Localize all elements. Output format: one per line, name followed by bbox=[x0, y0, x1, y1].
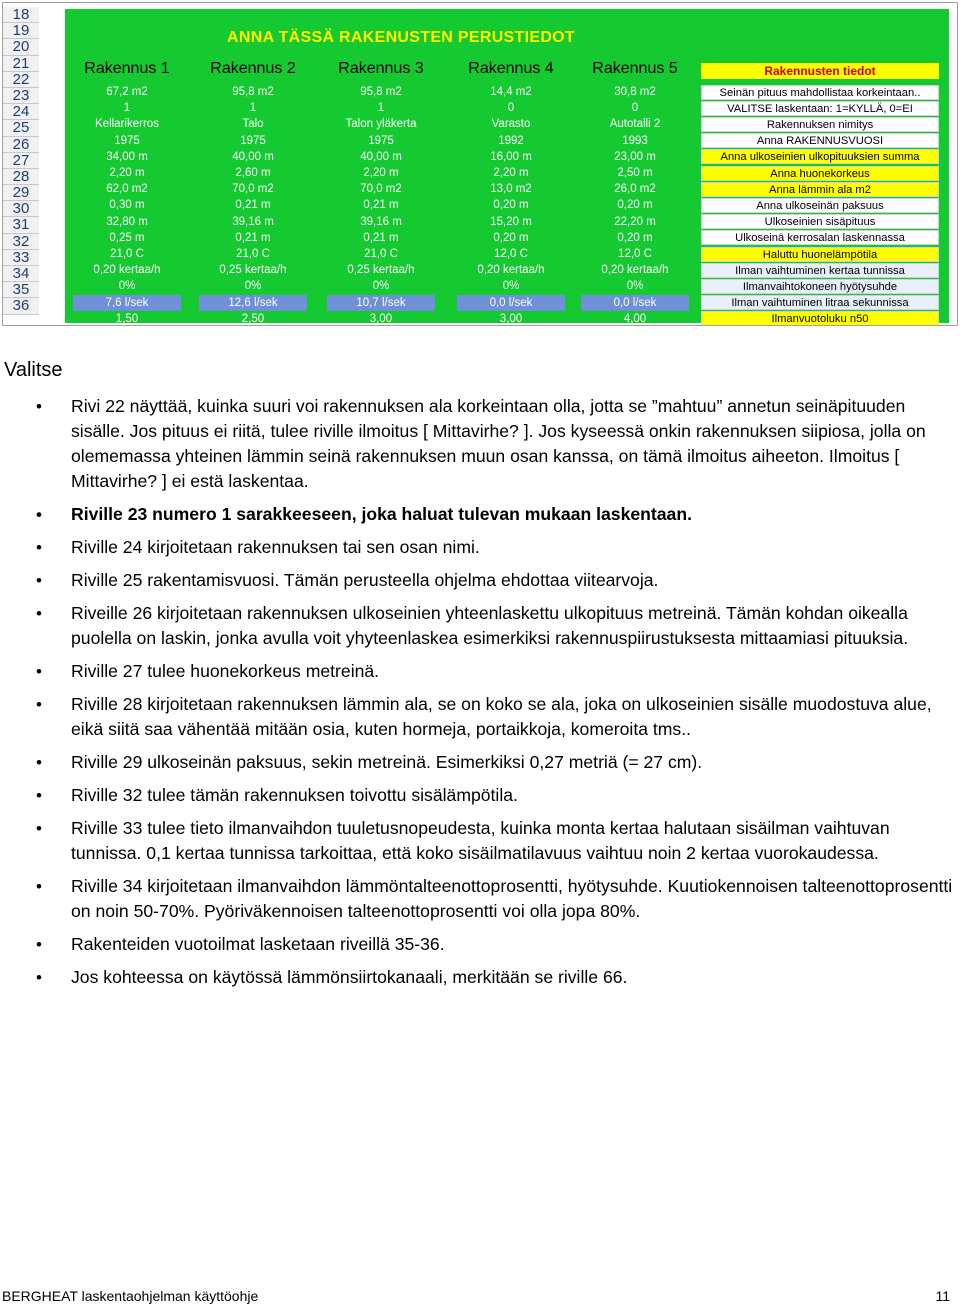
value-cell: 2,50 m bbox=[617, 167, 653, 179]
bullet-icon: • bbox=[36, 753, 42, 772]
list-item-text: Riville 33 tulee tieto ilmanvaihdon tuuletusnopeudesta, kuinka monta kertaa halutaan sisäilman vaihtuvan tunnissa. 0,1 kertaa tunnissa tarkoittaa, että koko sisäilmatilavuus vaihtuu noin 2 kertaa vuorokaudessa. bbox=[71, 818, 890, 863]
row-label: Anna huonekorkeus bbox=[701, 166, 939, 181]
page-number: 11 bbox=[935, 1288, 950, 1304]
list-item-text: Rivi 22 näyttää, kuinka suuri voi rakennuksen ala korkeintaan olla, jotta se ”mahtuu” annetun seinäpituuden sisälle. Jos pituus ei riitä, tulee riville ilmoitus [ Mittavirhe? ]. Jos kyseessä onkin rakennuksen siipiosa, jolla on olememassa yhteinen lämmin seinä rakennuksen muun osan kanssa, on tämä ilmoitus aiheeton. Ilmoitus [ Mittavirhe? ] ei estä laskentaa. bbox=[71, 396, 926, 491]
bullet-icon: • bbox=[36, 877, 42, 896]
list-item-text: Riville 34 kirjoitetaan ilmanvaihdon lämmöntalteenottoprosentti, hyötysuhde. Kuutiokennoisen talteenottoprosentti on noin 50-70%. Pyöriväkennoisen talteenottoprosentti voi olla jopa 80%. bbox=[71, 876, 953, 921]
value-cell: 0 bbox=[507, 102, 515, 115]
bullet-icon: • bbox=[36, 819, 42, 838]
value-cell: 2,50 bbox=[241, 312, 265, 325]
value-cell: 3,00 bbox=[499, 312, 523, 325]
value-cell: 95,8 m2 bbox=[232, 86, 274, 98]
value-cell: 26,0 m2 bbox=[614, 183, 656, 196]
row-number: 19 bbox=[3, 23, 39, 39]
building-header-2: Rakennus 2 bbox=[210, 60, 296, 77]
row-label: Ilmanvuotoluku n50 bbox=[701, 311, 939, 326]
bullet-icon: • bbox=[36, 571, 42, 590]
value-cell: 0% bbox=[118, 280, 136, 293]
value-cell: 1975 bbox=[114, 134, 140, 147]
footer-title: BERGHEAT laskentaohjelman käyttöohje bbox=[2, 1288, 259, 1304]
value-cell: Varasto bbox=[491, 118, 531, 131]
row-number: 27 bbox=[3, 153, 39, 169]
list-item-text: Riville 24 kirjoitetaan rakennuksen tai sen osan nimi. bbox=[71, 537, 480, 557]
list-item-text: Riville 28 kirjoitetaan rakennuksen lämmin ala, se on koko se ala, joka on ulkoseinien sisälle muodostuva alue, eikä siitä saa vähentää mitään osia, kuten hormeja, portaikkoja, komeroita tms.. bbox=[71, 694, 932, 739]
value-cell: 0% bbox=[502, 280, 520, 293]
value-cell: 13,0 m2 bbox=[490, 183, 532, 196]
bullet-icon: • bbox=[36, 935, 42, 954]
row-label: Rakennuksen nimitys bbox=[701, 117, 939, 132]
list-item-text: Riville 23 numero 1 sarakkeeseen, joka haluat tulevan mukaan laskentaan. bbox=[71, 504, 692, 524]
value-cell: 0,20 kertaa/h bbox=[93, 264, 161, 277]
list-item-text: Jos kohteessa on käytössä lämmönsiirtokanaali, merkitään se riville 66. bbox=[71, 967, 628, 987]
value-cell: 0,21 m bbox=[363, 231, 399, 244]
list-item-text: Riveille 26 kirjoitetaan rakennuksen ulkoseinien yhteenlaskettu ulkopituus metreinä. Tämän kohdan oikealla puolella on laskin, jonka avulla voit yhyteenlaskea esimerkiksi rakennuspiirustuksesta mittaamiasi pituuksia. bbox=[71, 603, 909, 648]
value-cell: 0,20 m bbox=[617, 199, 653, 212]
value-cell: 34,00 m bbox=[106, 150, 148, 163]
value-cell: 12,6 l/sek bbox=[199, 295, 307, 311]
bullet-icon: • bbox=[36, 968, 42, 987]
value-cell: 0,20 m bbox=[617, 231, 653, 244]
row-label: Anna ulkoseinän paksuus bbox=[701, 198, 939, 213]
sheet-title: ANNA TÄSSÄ RAKENUSTEN PERUSTIEDOT bbox=[227, 29, 575, 46]
value-cell: 1993 bbox=[622, 134, 648, 147]
list-item-text: Riville 27 tulee huonekorkeus metreinä. bbox=[71, 661, 380, 681]
list-item bbox=[0, 816, 960, 866]
row-number: 21 bbox=[3, 56, 39, 72]
value-cell: 70,0 m2 bbox=[232, 183, 274, 196]
row-header-column bbox=[3, 7, 39, 315]
list-item bbox=[0, 601, 960, 651]
value-cell: 0 bbox=[631, 102, 639, 115]
value-cell: 1 bbox=[249, 102, 257, 115]
list-item-text: Riville 29 ulkoseinän paksuus, sekin metreinä. Esimerkiksi 0,27 metriä (= 27 cm). bbox=[71, 752, 703, 772]
list-item bbox=[0, 535, 960, 560]
value-cell: Autotalli 2 bbox=[609, 118, 661, 131]
row-number: 30 bbox=[3, 201, 39, 217]
value-cell: 14,4 m2 bbox=[490, 86, 532, 98]
value-cell: 95,8 m2 bbox=[360, 86, 402, 98]
value-cell: 23,00 m bbox=[614, 150, 656, 163]
row-label: Ilmanvaihtokoneen hyötysuhde bbox=[701, 279, 939, 294]
value-cell: 30,8 m2 bbox=[614, 86, 656, 98]
value-cell: 21,0 C bbox=[236, 248, 270, 260]
spreadsheet-screenshot bbox=[2, 2, 958, 326]
list-item bbox=[0, 568, 960, 593]
row-label: Seinän pituus mahdollistaa korkeintaan.. bbox=[701, 85, 939, 100]
value-cell: 0,20 m bbox=[493, 199, 529, 212]
row-number: 29 bbox=[3, 185, 39, 201]
value-cell: 39,16 m bbox=[360, 215, 402, 228]
value-cell: 21,0 C bbox=[364, 248, 398, 260]
bullet-icon: • bbox=[36, 662, 42, 681]
list-item bbox=[0, 874, 960, 924]
value-cell: 2,20 m bbox=[109, 167, 145, 179]
row-number: 26 bbox=[3, 137, 39, 153]
row-number: 36 bbox=[3, 298, 39, 314]
value-cell: 0,0 l/sek bbox=[457, 295, 565, 311]
value-cell: 2,60 m bbox=[235, 167, 271, 179]
value-cell: 0,21 m bbox=[235, 199, 271, 212]
value-cell: 1 bbox=[123, 102, 131, 115]
bullet-icon: • bbox=[36, 695, 42, 714]
row-number: 34 bbox=[3, 266, 39, 282]
bullet-icon: • bbox=[36, 604, 42, 623]
building-header-3: Rakennus 3 bbox=[338, 60, 424, 77]
value-cell: 40,00 m bbox=[360, 150, 402, 163]
row-label: Ulkoseinä kerrosalan laskennassa bbox=[701, 230, 939, 245]
row-number: 23 bbox=[3, 88, 39, 104]
row-number: 22 bbox=[3, 72, 39, 88]
row-number: 35 bbox=[3, 282, 39, 298]
value-cell: 2,20 m bbox=[493, 167, 529, 179]
list-item-text: Riville 25 rakentamisvuosi. Tämän perusteella ohjelma ehdottaa viitearvoja. bbox=[71, 570, 659, 590]
value-cell: 1975 bbox=[368, 134, 394, 147]
value-cell: Kellarikerros bbox=[95, 118, 159, 131]
bullet-icon: • bbox=[36, 538, 42, 557]
value-cell: 2,20 m bbox=[363, 167, 399, 179]
value-cell: 0% bbox=[372, 280, 390, 293]
value-cell: 15,20 m bbox=[490, 215, 532, 228]
value-cell: 16,00 m bbox=[490, 150, 532, 163]
value-cell: 0,20 m bbox=[493, 231, 529, 244]
value-cell: 1 bbox=[377, 102, 385, 115]
value-cell: 32,80 m bbox=[106, 215, 148, 228]
row-label: Haluttu huonelämpötila bbox=[701, 247, 939, 262]
list-item-text: Rakenteiden vuotoilmat lasketaan riveillä 35-36. bbox=[71, 934, 445, 954]
list-item bbox=[0, 394, 960, 494]
value-cell: 12,0 C bbox=[494, 248, 528, 260]
info-header: Rakennusten tiedot bbox=[701, 63, 939, 79]
row-number: 18 bbox=[3, 7, 39, 23]
bullet-icon: • bbox=[36, 505, 42, 524]
value-cell: 0,25 m bbox=[109, 231, 145, 244]
value-cell: 0,25 kertaa/h bbox=[219, 264, 287, 277]
list-item bbox=[0, 692, 960, 742]
building-header-1: Rakennus 1 bbox=[84, 60, 170, 77]
value-cell: 1,50 bbox=[115, 312, 139, 325]
bullet-icon: • bbox=[36, 786, 42, 805]
value-cell: 0,20 kertaa/h bbox=[477, 264, 545, 277]
row-label: Ilman vaihtuminen kertaa tunnissa bbox=[701, 263, 939, 278]
list-item bbox=[0, 965, 960, 990]
list-item bbox=[0, 932, 960, 957]
value-cell: 67,2 m2 bbox=[106, 86, 148, 98]
value-cell: 62,0 m2 bbox=[106, 183, 148, 196]
value-cell: 0,25 kertaa/h bbox=[347, 264, 415, 277]
instruction-list bbox=[0, 394, 960, 998]
value-cell: 7,6 l/sek bbox=[73, 295, 181, 311]
row-label: Ulkoseinien sisäpituus bbox=[701, 214, 939, 229]
list-item bbox=[0, 783, 960, 808]
row-label: Anna ulkoseinien ulkopituuksien summa bbox=[701, 149, 939, 164]
row-number: 24 bbox=[3, 104, 39, 120]
value-cell: 70,0 m2 bbox=[360, 183, 402, 196]
row-number: 25 bbox=[3, 120, 39, 136]
value-cell: Talo bbox=[242, 118, 264, 131]
value-cell: 0,0 l/sek bbox=[581, 295, 689, 311]
row-number: 33 bbox=[3, 250, 39, 266]
value-cell: 22,20 m bbox=[614, 215, 656, 228]
row-number: 32 bbox=[3, 234, 39, 250]
value-cell: 0,21 m bbox=[235, 231, 271, 244]
value-cell: 12,0 C bbox=[618, 248, 652, 260]
value-cell: 0% bbox=[626, 280, 644, 293]
value-cell: 40,00 m bbox=[232, 150, 274, 163]
row-label: Anna lämmin ala m2 bbox=[701, 182, 939, 197]
row-number: 31 bbox=[3, 217, 39, 233]
section-title: Valitse bbox=[4, 359, 63, 381]
row-number: 28 bbox=[3, 169, 39, 185]
building-header-5: Rakennus 5 bbox=[592, 60, 678, 77]
list-item bbox=[0, 659, 960, 684]
row-label: VALITSE laskentaan: 1=KYLLÄ, 0=EI bbox=[701, 101, 939, 116]
list-item bbox=[0, 502, 960, 527]
value-cell: 21,0 C bbox=[110, 248, 144, 260]
value-cell: 0,21 m bbox=[363, 199, 399, 212]
value-cell: 0,20 kertaa/h bbox=[601, 264, 669, 277]
value-cell: 0,30 m bbox=[109, 199, 145, 212]
bullet-icon: • bbox=[36, 397, 42, 416]
value-cell: 1992 bbox=[498, 134, 524, 147]
list-item-text: Riville 32 tulee tämän rakennuksen toivottu sisälämpötila. bbox=[71, 785, 518, 805]
row-number: 20 bbox=[3, 39, 39, 55]
value-cell: Talon yläkerta bbox=[345, 118, 417, 131]
value-cell: 10,7 l/sek bbox=[327, 295, 435, 311]
list-item bbox=[0, 750, 960, 775]
building-header-4: Rakennus 4 bbox=[468, 60, 554, 77]
row-label: Ilman vaihtuminen litraa sekunnissa bbox=[701, 295, 939, 310]
value-cell: 0% bbox=[244, 280, 262, 293]
value-cell: 39,16 m bbox=[232, 215, 274, 228]
value-cell: 1975 bbox=[240, 134, 266, 147]
value-cell: 4,00 bbox=[623, 312, 647, 325]
value-cell: 3,00 bbox=[369, 312, 393, 325]
row-label: Anna RAKENNUSVUOSI bbox=[701, 133, 939, 148]
